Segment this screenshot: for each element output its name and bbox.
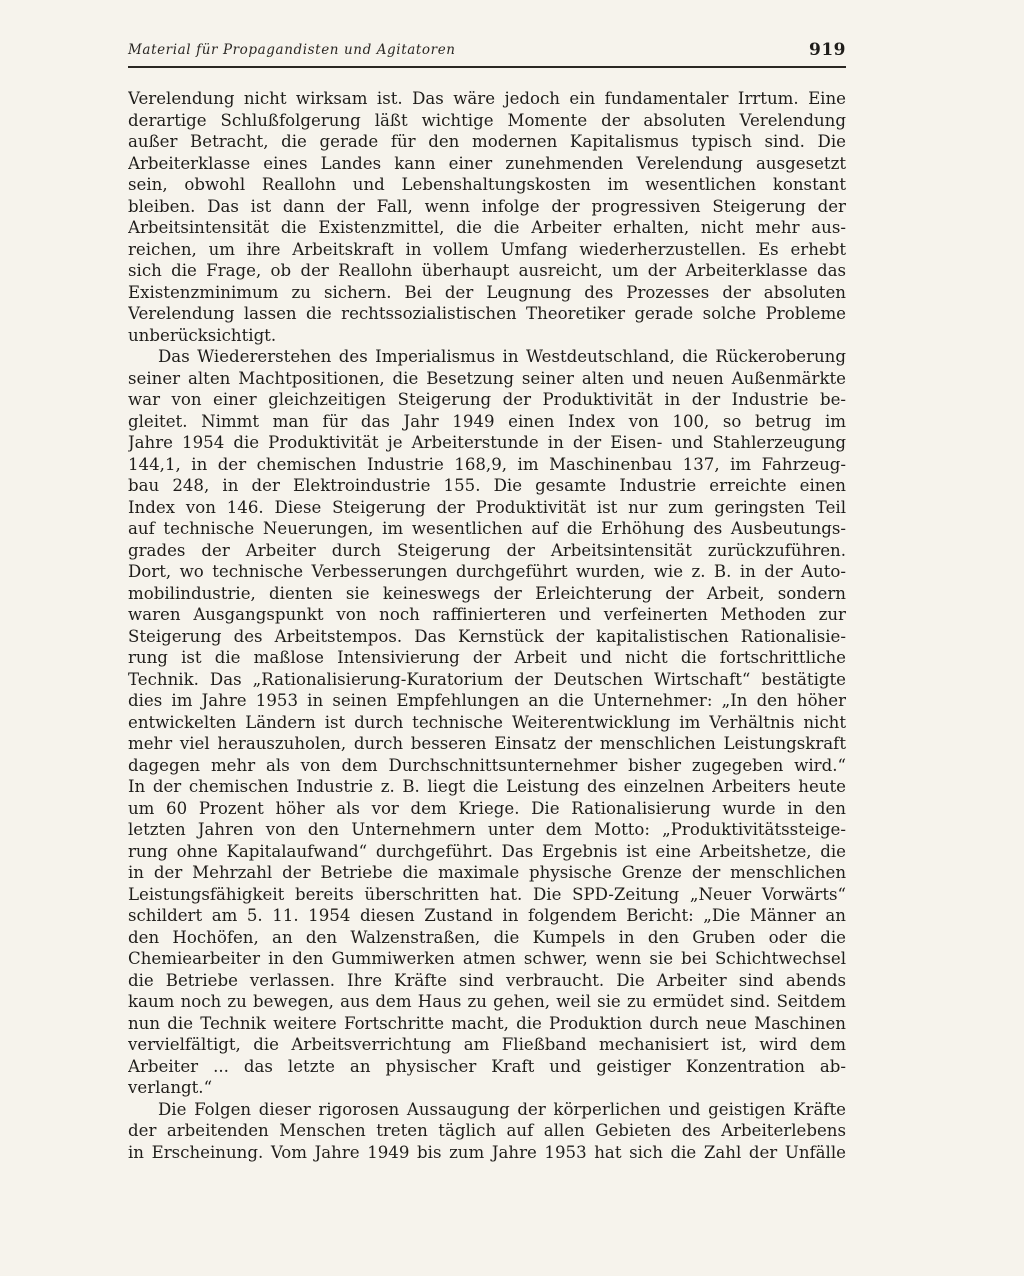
- paragraph: [128, 346, 846, 1099]
- text-line: Jahre 1954 die Produktivität je Arbeiterstunde in der Eisen- und Stahlerzeugung: [128, 433, 846, 452]
- text-line: derartige Schlußfolgerung läßt wichtige Momente der absoluten Verelendung: [128, 110, 846, 130]
- text-line: In der chemischen Industrie z. B. liegt die Leistung des einzelnen Arbeiters heute: [128, 777, 846, 796]
- text-line: Verelendung nicht wirksam ist. Das wäre jedoch ein fundamentaler Irrtum. Eine: [128, 89, 846, 108]
- header-rule: [128, 66, 846, 68]
- paragraph: [128, 1099, 846, 1164]
- text-line: Technik. Das „Rationalisierung-Kuratorium der Deutschen Wirtschaft“ bestätigte: [128, 669, 846, 689]
- page-header: [128, 36, 846, 64]
- text-line: auf technische Neuerungen, im wesentlichen auf die Erhöhung des Ausbeutungs-: [128, 519, 846, 538]
- text-line: den Hochöfen, an den Walzenstraßen, die Kumpels in den Gruben oder die: [128, 927, 846, 947]
- text-line: war von einer gleichzeitigen Steigerung der Produktivität in der Industrie be-: [128, 390, 846, 409]
- body-text: [128, 88, 846, 1163]
- text-line: rung ist die maßlose Intensivierung der Arbeit und nicht die fortschrittliche: [128, 648, 846, 667]
- text-line: bleiben. Das ist dann der Fall, wenn infolge der progressiven Steigerung der: [128, 196, 846, 216]
- text-line: Index von 146. Diese Steigerung der Produktivität ist nur zum geringsten Teil: [128, 497, 846, 517]
- text-line: der arbeitenden Menschen treten täglich auf allen Gebieten des Arbeiterlebens: [128, 1121, 846, 1140]
- text-line: 144,1, in der chemischen Industrie 168,9, im Maschinenbau 137, im Fahrzeug-: [128, 454, 846, 474]
- text-line: reichen, um ihre Arbeitskraft in vollem Umfang wiederherzustellen. Es erhebt: [128, 239, 846, 259]
- text-line: bau 248, in der Elektroindustrie 155. Die gesamte Industrie erreichte einen: [128, 476, 846, 495]
- text-line: Dort, wo technische Verbesserungen durchgeführt wurden, wie z. B. in der Auto-: [128, 562, 846, 581]
- text-line: sein, obwohl Reallohn und Lebenshaltungskosten im wesentlichen konstant: [128, 175, 846, 194]
- paragraph: [128, 88, 846, 346]
- text-line: Leistungsfähigkeit bereits überschritten hat. Die SPD-Zeitung „Neuer Vorwärts“: [128, 884, 846, 904]
- text-line: letzten Jahren von den Unternehmern unter dem Motto: „Produktivitätssteige-: [128, 820, 846, 839]
- running-head: Material für Propagandisten und Agitatoren: [128, 42, 456, 58]
- text-line: die Betriebe verlassen. Ihre Kräfte sind verbraucht. Die Arbeiter sind abends: [128, 970, 846, 990]
- text-line: in Erscheinung. Vom Jahre 1949 bis zum Jahre 1953 hat sich die Zahl der Unfälle: [128, 1142, 846, 1162]
- text-line: Steigerung des Arbeitstempos. Das Kernstück der kapitalistischen Rationalisie-: [128, 626, 846, 646]
- text-line: Die Folgen dieser rigorosen Aussaugung der körperlichen und geistigen Kräfte: [158, 1099, 846, 1119]
- text-line: Arbeitsintensität die Existenzmittel, die die Arbeiter erhalten, nicht mehr aus-: [128, 218, 846, 237]
- text-line: mobilindustrie, dienten sie keineswegs der Erleichterung der Arbeit, sondern: [128, 583, 846, 603]
- text-line: Das Wiedererstehen des Imperialismus in Westdeutschland, die Rückeroberung: [158, 347, 846, 366]
- text-line: dies im Jahre 1953 in seinen Empfehlungen an die Unternehmer: „In den höher: [128, 691, 846, 710]
- text-line: unberücksichtigt.: [128, 325, 277, 345]
- text-line: Arbeiterklasse eines Landes kann einer zunehmenden Verelendung ausgesetzt: [128, 153, 846, 173]
- text-line: außer Betracht, die gerade für den modernen Kapitalismus typisch sind. Die: [128, 132, 846, 151]
- text-line: kaum noch zu bewegen, aus dem Haus zu gehen, weil sie zu ermüdet sind. Seitdem: [128, 992, 846, 1011]
- text-line: nun die Technik weitere Fortschritte macht, die Produktion durch neue Maschinen: [128, 1013, 846, 1033]
- text-line: grades der Arbeiter durch Steigerung der Arbeitsintensität zurückzuführen.: [128, 540, 846, 560]
- text-line: schildert am 5. 11. 1954 diesen Zustand in folgendem Bericht: „Die Männer an: [128, 906, 846, 925]
- text-line: waren Ausgangspunkt von noch raffinierteren und verfeinerten Methoden zur: [128, 605, 846, 624]
- text-line: in der Mehrzahl der Betriebe die maximale physische Grenze der menschlichen: [128, 863, 846, 882]
- text-line: Chemiearbeiter in den Gummiwerken atmen schwer, wenn sie bei Schichtwechsel: [128, 949, 846, 968]
- text-line: verlangt.“: [128, 1078, 213, 1097]
- page-number: 919: [809, 40, 846, 60]
- text-line: Arbeiter ... das letzte an physischer Kraft und geistiger Konzentration ab-: [128, 1056, 846, 1076]
- text-line: Existenzminimum zu sichern. Bei der Leugnung des Prozesses der absoluten: [128, 282, 846, 302]
- text-line: um 60 Prozent höher als vor dem Kriege. Die Rationalisierung wurde in den: [128, 798, 846, 818]
- text-line: Verelendung lassen die rechtssozialistischen Theoretiker gerade solche Probleme: [128, 304, 846, 323]
- text-line: vervielfältigt, die Arbeitsverrichtung am Fließband mechanisiert ist, wird dem: [128, 1035, 846, 1054]
- text-line: mehr viel herauszuholen, durch besseren Einsatz der menschlichen Leistungskraft: [128, 734, 846, 753]
- text-line: gleitet. Nimmt man für das Jahr 1949 einen Index von 100, so betrug im: [128, 411, 846, 431]
- text-line: sich die Frage, ob der Reallohn überhaupt ausreicht, um der Arbeiterklasse das: [128, 261, 846, 280]
- text-line: entwickelten Ländern ist durch technische Weiterentwicklung im Verhältnis nicht: [128, 712, 846, 732]
- text-line: rung ohne Kapitalaufwand“ durchgeführt. Das Ergebnis ist eine Arbeitshetze, die: [128, 841, 846, 861]
- text-line: seiner alten Machtpositionen, die Besetzung seiner alten und neuen Außenmärkte: [128, 368, 846, 388]
- text-line: dagegen mehr als von dem Durchschnittsunternehmer bisher zugegeben wird.“: [128, 755, 846, 775]
